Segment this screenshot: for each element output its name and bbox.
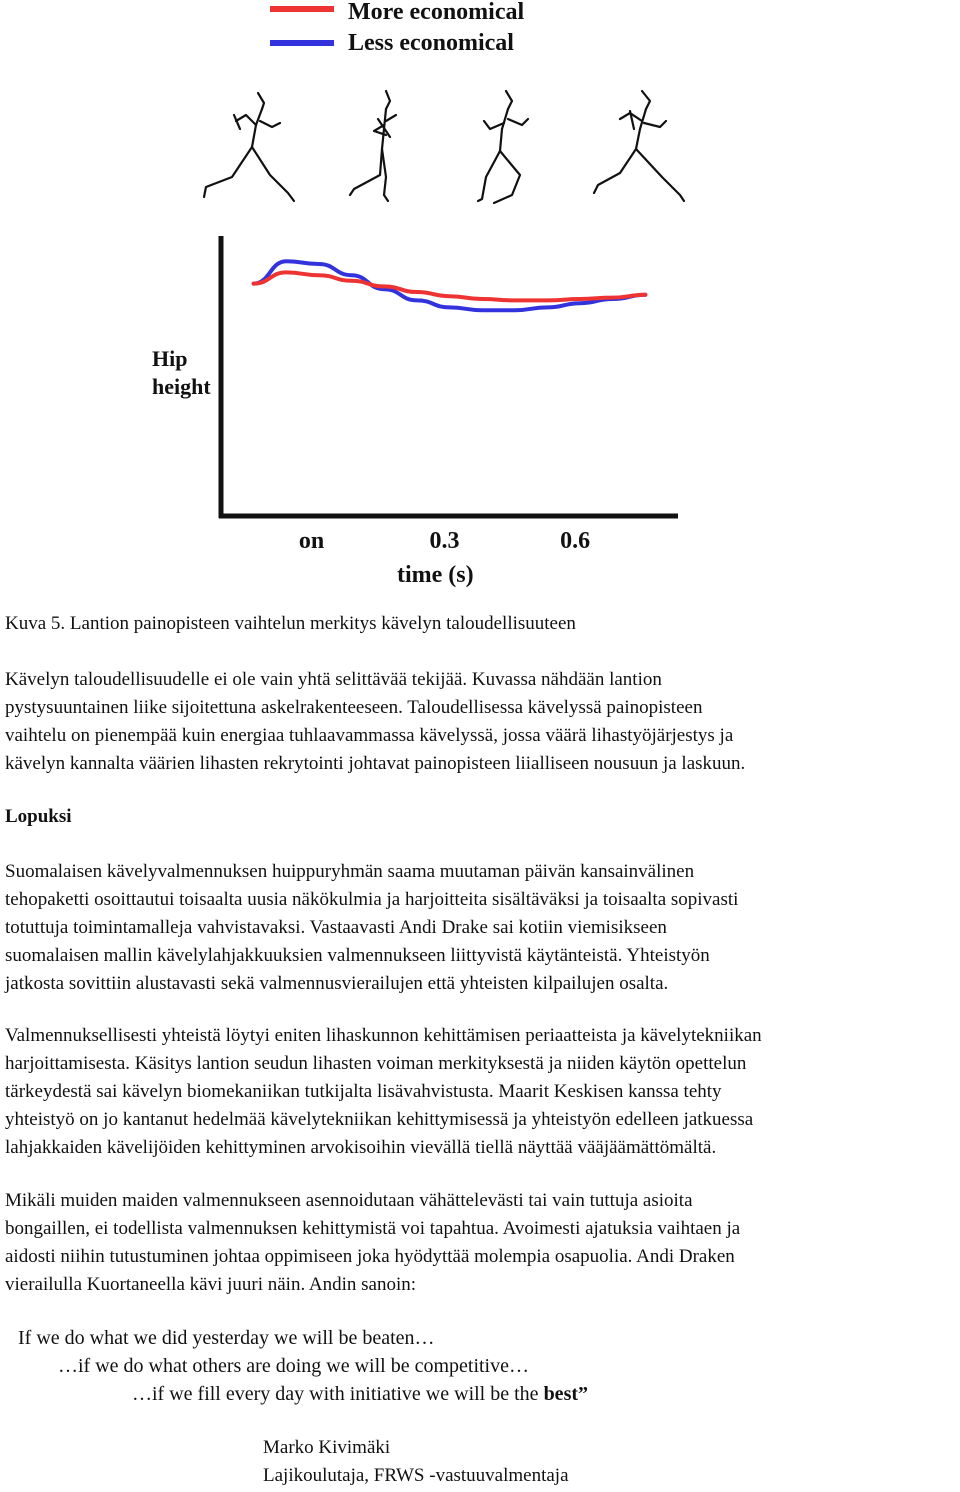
- legend-swatch-less-economical: [270, 40, 334, 46]
- paragraph-3-line: Valmennuksellisesti yhteistä löytyi eniten lihaskunnon kehittämisen periaatteista ja kävelytekniikan: [5, 1025, 762, 1046]
- walker-figure-2-icon: [350, 91, 396, 201]
- section-heading: Lopuksi: [5, 806, 72, 827]
- paragraph-1: [5, 666, 955, 778]
- signature-name: Marko Kivimäki: [263, 1437, 391, 1458]
- paragraph-4-line: Mikäli muiden maiden valmennukseen asennoidutaan vähättelevästi tai vain tuttuja asioita: [5, 1190, 693, 1211]
- signature: [263, 1434, 569, 1490]
- quote-line-3: [132, 1380, 588, 1408]
- paragraph-3-line: yhteistyö on jo kantanut hedelmää kävelytekniikan kehittymisessä ja yhteistyön edelleen jatkuessa: [5, 1109, 754, 1130]
- paragraph-4-line: aidosti niihin tutustuminen johtaa oppimiseen joka hyödyttää molempia osapuolia. Andi Draken: [5, 1246, 735, 1267]
- x-tick-label: 0.6: [560, 528, 591, 554]
- walker-figure-4-icon: [594, 91, 684, 201]
- quote-line-2: …if we do what others are doing we will be competitive…: [58, 1355, 529, 1377]
- figure-caption: Kuva 5. Lantion painopisteen vaihtelun merkitys kävelyn taloudellisuuteen: [5, 613, 576, 634]
- legend-label-more-economical: More economical: [348, 0, 525, 25]
- paragraph-1-line: Kävelyn taloudellisuudelle ei ole vain yhtä selittävää tekijää. Kuvassa nähdään lantion: [5, 669, 662, 690]
- chart-ylabel-line-2: height: [152, 374, 211, 399]
- paragraph-2-line: suomalaisen mallin kävelylahjakkuuksien valmennukseen liittyvistä käytänteistä. Yhteistyön: [5, 945, 710, 966]
- paragraph-1-line: vaihtelu on pienempää kuin energiaa tuhlaavammassa kävelyssä, jossa väärä lihastyöjärjestys ja: [5, 725, 734, 746]
- quote-line-1: If we do what we did yesterday we will be beaten…: [18, 1327, 435, 1349]
- paragraph-2-line: tehopaketti osoittautui toisaalta uusia näkökulmia ja harjoitteita sisältäväksi ja toisaalta sopivasti: [5, 889, 739, 910]
- chart-ylabel: [152, 345, 211, 401]
- walker-figure-3-icon: [478, 91, 528, 203]
- walker-figures: [190, 85, 710, 215]
- series-line-less-economical: [254, 261, 646, 310]
- paragraph-3-line: tärkeydestä sai kävelyn biomekaniikan tutkijalta lisävahvistusta. Maarit Keskisen kanssa tehty: [5, 1081, 722, 1102]
- chart-x-ticks: [0, 528, 960, 562]
- paragraph-4: [5, 1187, 955, 1299]
- legend-label-less-economical: Less economical: [348, 30, 514, 56]
- paragraph-3-line: harjoittamisesta. Käsitys lantion seudun lihasten voiman merkityksestä ja niiden käytön opettelun: [5, 1053, 747, 1074]
- quote-emphasis: best”: [543, 1383, 589, 1405]
- paragraph-2-line: Suomalaisen kävelyvalmennuksen huippuryhmän saama muutaman päivän kansainvälinen: [5, 861, 695, 882]
- paragraph-2-line: jatkosta sovittiin alustavasti sekä valmennusvierailujen että yhteisten kilpailujen osalta.: [5, 973, 669, 994]
- legend: [268, 0, 588, 60]
- paragraph-4-line: bongaillen, ei todellista valmennuksen kehittymistä voi tapahtua. Avoimesti ajatuksia vaihtaen ja: [5, 1218, 741, 1239]
- chart-ylabel-line-1: Hip: [152, 346, 188, 371]
- paragraph-2-line: totuttuja toimintamalleja vahvistavaksi. Vastaavasti Andi Drake sai kotiin viemisikseen: [5, 917, 667, 938]
- chart-xlabel: time (s): [397, 562, 474, 588]
- walker-figure-1-icon: [204, 93, 294, 201]
- paragraph-3: [5, 1022, 955, 1162]
- x-tick-label: 0.3: [429, 528, 460, 554]
- hip-height-chart: [210, 230, 690, 530]
- quote-line-3-text: …if we fill every day with initiative we will be the: [132, 1383, 544, 1405]
- signature-title: Lajikoulutaja, FRWS -vastuuvalmentaja: [263, 1465, 569, 1486]
- paragraph-2: [5, 858, 955, 998]
- paragraph-4-line: vierailulla Kuortaneella kävi juuri näin. Andin sanoin:: [5, 1274, 417, 1295]
- x-tick-label: on: [298, 528, 325, 554]
- series-line-more-economical: [254, 272, 646, 300]
- paragraph-1-line: pystysuuntainen liike sijoitettuna askelrakenteeseen. Taloudellisessa kävelyssä painopisteen: [5, 697, 703, 718]
- paragraph-3-line: lahjakkaiden kävelijöiden kehittyminen arvokisoihin vievällä tiellä näyttää vääjäämättömältä.: [5, 1137, 717, 1158]
- paragraph-1-line: kävelyn kannalta väärien lihasten rekrytointi johtavat painopisteen liialliseen nousuun ja laskuun.: [5, 753, 746, 774]
- legend-swatch-more-economical: [270, 6, 334, 12]
